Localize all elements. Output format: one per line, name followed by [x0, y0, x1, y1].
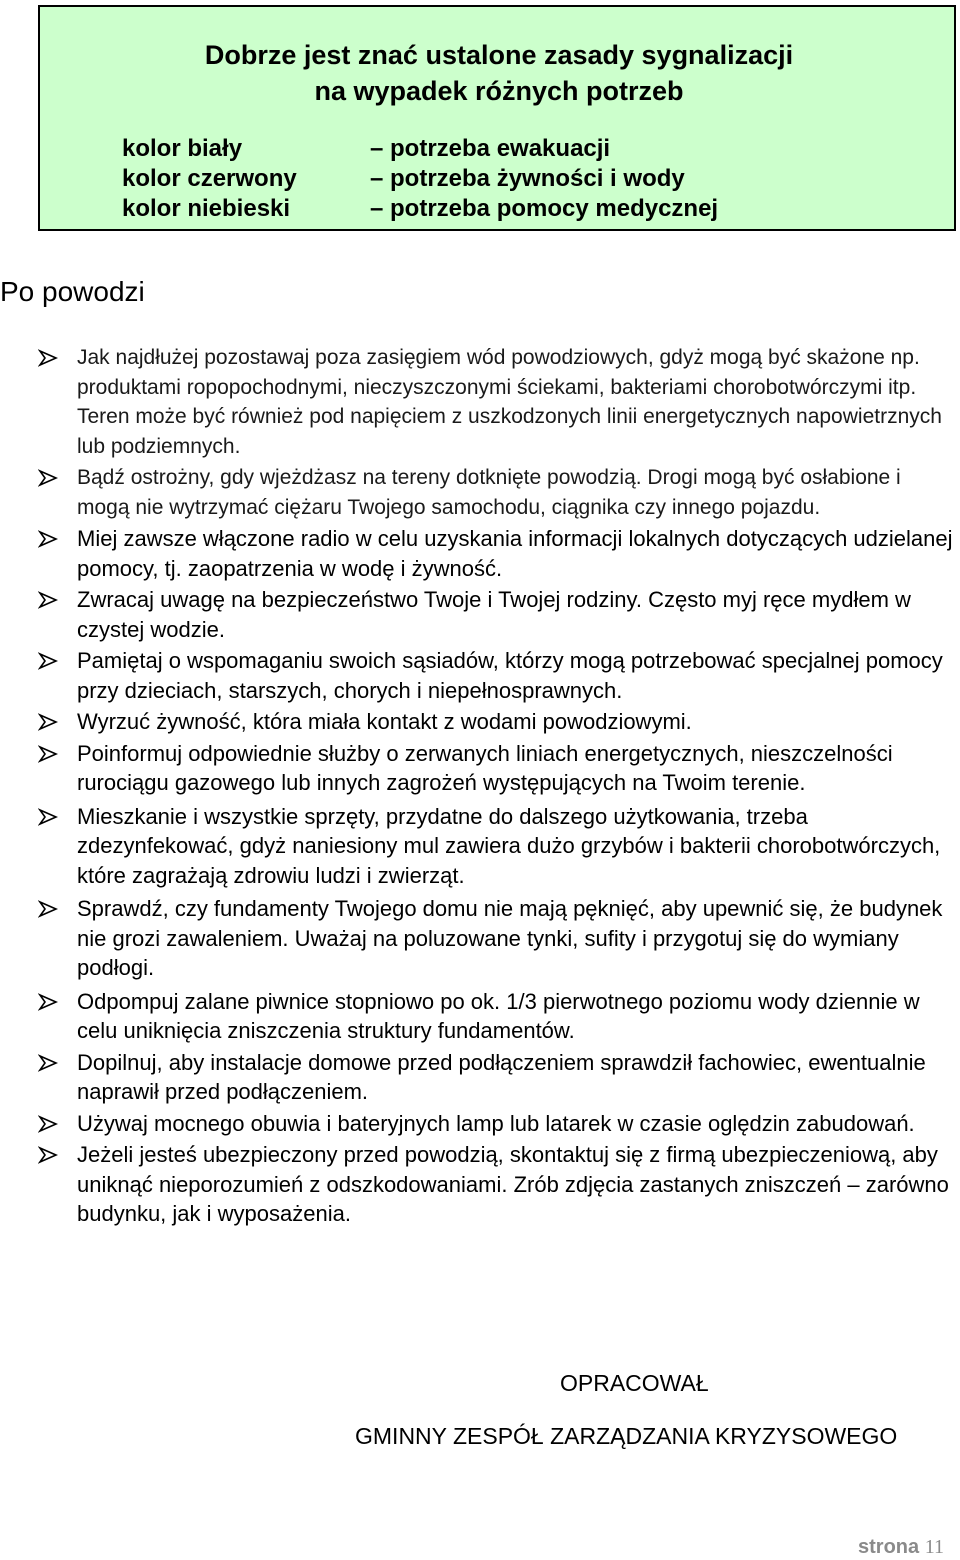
list-item-text: Używaj mocnego obuwia i bateryjnych lamp lub latarek w czasie oględzin zabudowań. [77, 1110, 915, 1136]
list-item [0, 894, 960, 983]
signoff-team-name: GMINNY ZESPÓŁ ZARZĄDZANIA KRYZYSOWEGO [355, 1423, 898, 1449]
list-item [0, 585, 960, 644]
list-item [0, 524, 960, 583]
arrowhead-bullet-icon [38, 530, 58, 548]
signal-meaning-label: – potrzeba pomocy medycznej [370, 195, 719, 222]
signal-meaning-label: – potrzeba ewakuacji [370, 135, 611, 162]
arrowhead-bullet-icon [38, 713, 58, 731]
list-item-text: Zwracaj uwagę na bezpieczeństwo Twoje i Twojej rodziny. Często myj ręce mydłem w czystej wodzie. [77, 587, 911, 642]
list-item-text: Miej zawsze włączone radio w celu uzyskania informacji lokalnych dotyczących udzielanej pomocy, tj. zaopatrzenia w wodę i żywność. [77, 526, 953, 581]
arrowhead-bullet-icon [38, 900, 58, 918]
arrowhead-bullet-icon [38, 469, 58, 487]
list-item [0, 987, 960, 1046]
list-item-text: Wyrzuć żywność, która miała kontakt z wodami powodziowymi. [77, 709, 692, 734]
arrowhead-bullet-icon [38, 1054, 58, 1072]
list-item [0, 707, 960, 737]
list-item-text: Bądź ostrożny, gdy wjeżdżasz na tereny dotknięte powodzią. Drogi mogą być osłabione i mogą nie wytrzymać ciężaru Twojego samochodu, ciągnika czy innego pojazdu. [77, 466, 901, 519]
page-word: strona [858, 1536, 920, 1558]
signal-color-label: kolor niebieski [122, 195, 291, 222]
signal-rules-title-line-2: na wypadek różnych potrzeb [314, 76, 684, 106]
list-item [0, 1109, 960, 1139]
arrowhead-bullet-icon [38, 993, 58, 1011]
list-item [0, 463, 960, 522]
arrowhead-bullet-icon [38, 349, 58, 367]
list-item-text: Poinformuj odpowiednie służby o zerwanych liniach energetycznych, nieszczelności rurociągu gazowego lub innych zagrożeń występujących na Twoim terenie. [77, 740, 893, 795]
signal-meaning-label: – potrzeba żywności i wody [370, 165, 685, 192]
list-item-text: Mieszkanie i wszystkie sprzęty, przydatne do dalszego użytkowania, trzeba zdezynfekować, gdyż naniesiony mul zawiera dużo grzybów i bakterii chorobotwórczych, które zagrażają zdrowiu ludzi i zwierząt. [77, 803, 941, 888]
page-number-value: 11 [924, 1536, 944, 1558]
signal-rules-box [38, 5, 956, 231]
arrowhead-bullet-icon [38, 1146, 58, 1164]
list-item [0, 802, 960, 891]
list-item [0, 1048, 960, 1107]
after-flood-advice-list [0, 343, 960, 1231]
signoff-label: OPRACOWAŁ [560, 1370, 709, 1396]
list-item [0, 343, 960, 461]
list-item-text: Jak najdłużej pozostawaj poza zasięgiem wód powodziowych, gdyż mogą być skażone np. produktami ropopochodnymi, nieczyszczonymi ściekami, bakteriami chorobotwórczymi itp. Teren może być również pod napięciem z uszkodzonych linii energetycznych napowietrznych lub podziemnych. [77, 346, 942, 458]
list-item-text: Pamiętaj o wspomaganiu swoich sąsiadów, którzy mogą potrzebować specjalnej pomocy przy dzieciach, starszych, chorych i niepełnosprawnych. [77, 648, 943, 703]
arrowhead-bullet-icon [38, 808, 58, 826]
list-item [0, 646, 960, 705]
page-number [858, 1534, 944, 1560]
arrowhead-bullet-icon [38, 652, 58, 670]
list-item [0, 1140, 960, 1229]
signal-color-label: kolor biały [122, 135, 243, 162]
signal-color-label: kolor czerwony [122, 165, 297, 192]
arrowhead-bullet-icon [38, 1115, 58, 1133]
arrowhead-bullet-icon [38, 745, 58, 763]
list-item-text: Sprawdź, czy fundamenty Twojego domu nie mają pęknięć, aby upewnić się, że budynek nie grozi zawaleniem. Uważaj na poluzowane tynki, sufity i przygotuj się do wymiany podłogi. [77, 896, 943, 980]
list-item-text: Odpompuj zalane piwnice stopniowo po ok. 1/3 pierwotnego poziomu wody dziennie w celu uniknięcia zniszczenia struktury fundamentów. [77, 988, 920, 1043]
arrowhead-bullet-icon [38, 591, 58, 609]
signal-rules-title [40, 37, 958, 109]
list-item-text: Dopilnuj, aby instalacje domowe przed podłączeniem sprawdził fachowiec, ewentualnie naprawił przed podłączeniem. [77, 1049, 926, 1104]
signal-rules-title-line-1: Dobrze jest znać ustalone zasady sygnalizacji [204, 40, 794, 70]
section-heading: Po powodzi [0, 276, 145, 307]
list-item-text: Jeżeli jesteś ubezpieczony przed powodzią, skontaktuj się z firmą ubezpieczeniową, aby uniknąć nieporozumień z odszkodowaniami. Zrób zdjęcia zastanych zniszczeń – zarówno budynku, jak i wyposażenia. [77, 1142, 949, 1226]
list-item [0, 739, 960, 798]
